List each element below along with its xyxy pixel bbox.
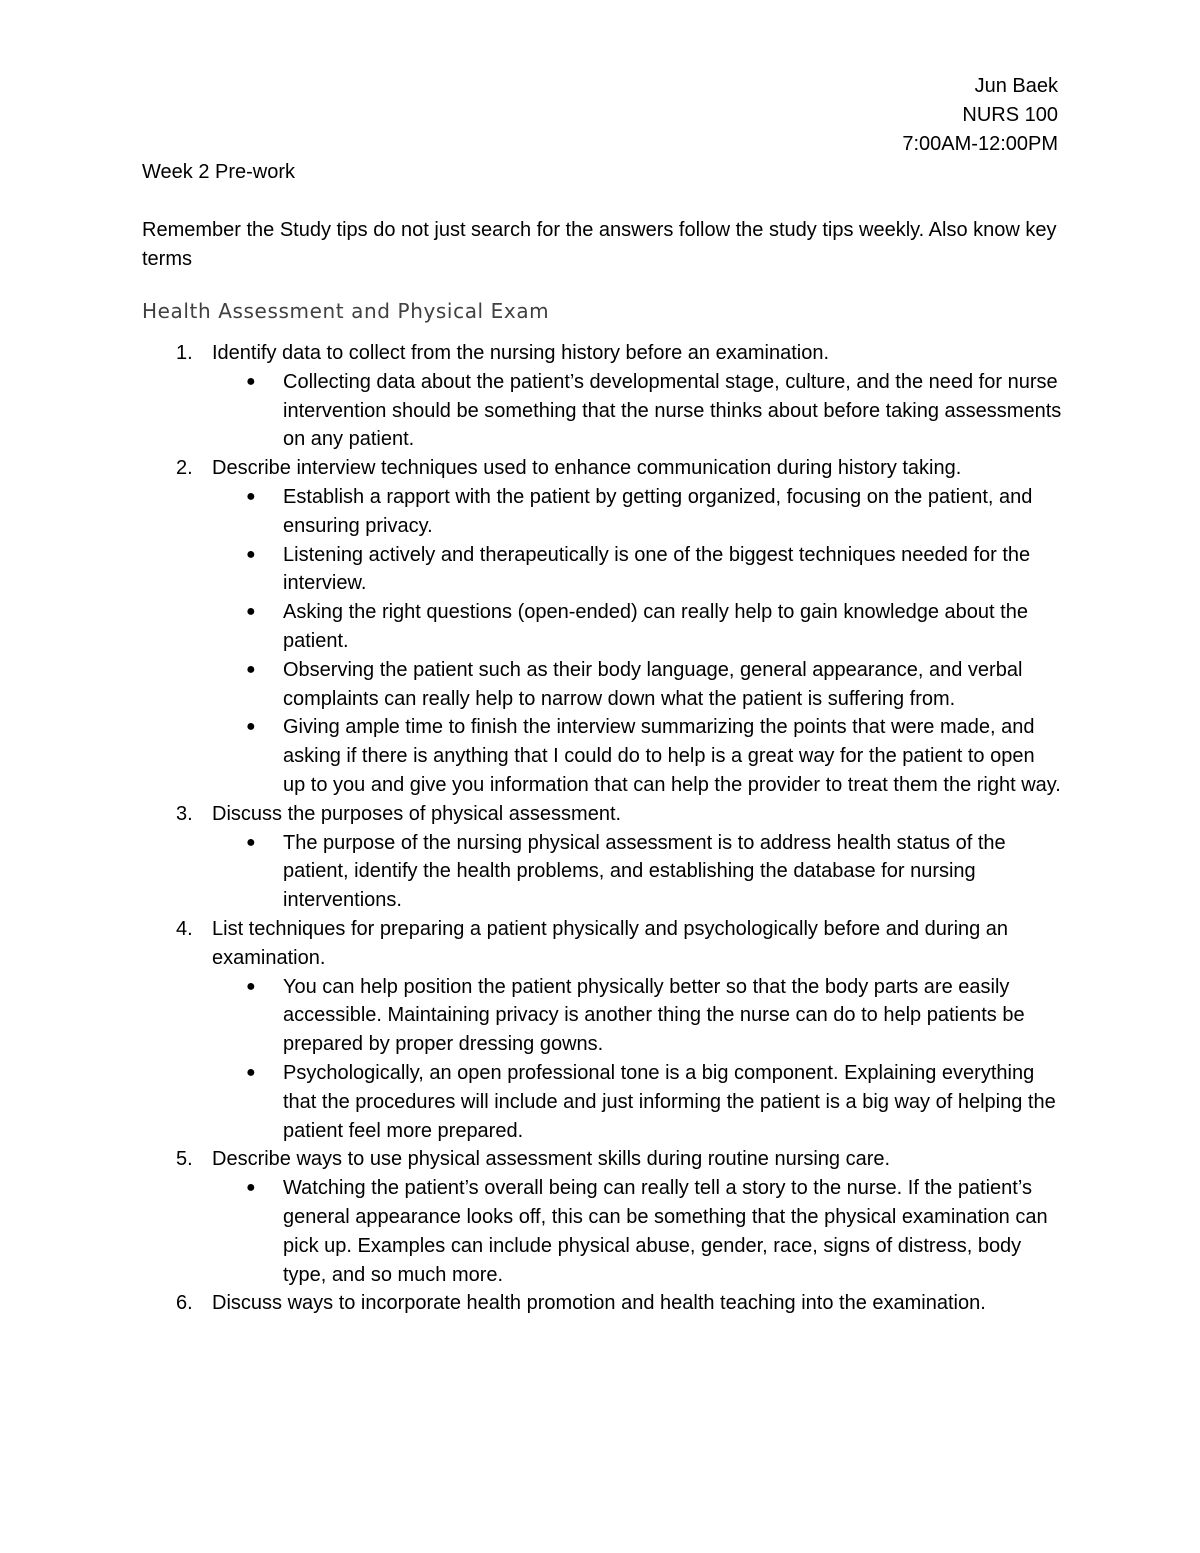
answer-bullet — [212, 1174, 1062, 1289]
author-name: Jun Baek — [974, 75, 1058, 97]
answer-text: The purpose of the nursing physical assessment is to address health status of the patient, identify the health problems, and establishing the database for nursing interventions. — [283, 831, 1006, 912]
week-title: Week 2 Pre-work — [142, 161, 296, 183]
question-item — [142, 1289, 1062, 1318]
answer-bullet — [212, 973, 1062, 1059]
question-list — [142, 339, 1062, 1318]
question-item — [142, 915, 1062, 1145]
bullet-icon: ● — [246, 1063, 256, 1081]
question-text: Describe interview techniques used to enhance communication during history taking. — [212, 457, 962, 480]
answer-bullet — [212, 829, 1062, 915]
answer-bullet — [212, 483, 1062, 541]
answer-text: Listening actively and therapeutically is one of the biggest techniques needed for the interview. — [283, 543, 1031, 595]
question-item — [142, 800, 1062, 915]
answer-bullet — [212, 1059, 1062, 1145]
question-number: 2. — [176, 457, 193, 480]
answer-text: Establish a rapport with the patient by getting organized, focusing on the patient, and ensuring privacy. — [283, 485, 1033, 537]
answer-list — [212, 368, 1062, 454]
answer-bullet — [212, 598, 1062, 656]
question-text: List techniques for preparing a patient physically and psychologically before and during an examination. — [212, 917, 1009, 969]
question-number: 3. — [176, 802, 193, 825]
bullet-icon: ● — [246, 603, 256, 621]
answer-list — [212, 829, 1062, 915]
question-number: 5. — [176, 1148, 193, 1171]
bullet-icon: ● — [246, 372, 256, 390]
bullet-icon: ● — [246, 833, 256, 851]
question-number: 6. — [176, 1292, 193, 1315]
author-header — [902, 72, 1058, 159]
bullet-icon: ● — [246, 660, 256, 678]
answer-bullet — [212, 656, 1062, 714]
answer-bullet — [212, 713, 1062, 799]
question-text: Discuss the purposes of physical assessment. — [212, 802, 622, 825]
course-code: NURS 100 — [962, 104, 1058, 126]
answer-text: Asking the right questions (open-ended) can really help to gain knowledge about the patient. — [283, 601, 1028, 652]
question-number: 4. — [176, 917, 193, 940]
question-text: Identify data to collect from the nursing history before an examination. — [212, 342, 830, 364]
answer-text: You can help position the patient physically better so that the body parts are easily accessible. Maintaining privacy is another thing the nurse can do to help patients be prepared by proper dressing gowns. — [283, 975, 1025, 1056]
question-number: 1. — [176, 342, 193, 364]
bullet-icon: ● — [246, 545, 256, 563]
answer-text: Observing the patient such as their body language, general appearance, and verbal complaints can really help to narrow down what the patient is suffering from. — [283, 658, 1023, 710]
class-time: 7:00AM-12:00PM — [902, 133, 1058, 155]
bullet-icon: ● — [246, 487, 256, 505]
answer-bullet — [212, 541, 1062, 599]
study-reminder: Remember the Study tips do not just search for the answers follow the study tips weekly. Also know key terms — [142, 219, 1057, 270]
answer-text: Psychologically, an open professional tone is a big component. Explaining everything that the procedures will include and just informing the patient is a big way of helping the patient feel more prepared. — [283, 1061, 1056, 1142]
question-item — [142, 339, 1062, 454]
answer-list — [212, 1174, 1062, 1289]
answer-text: Collecting data about the patient’s developmental stage, culture, and the need for nurse intervention should be something that the nurse thinks about before taking assessments on any patient. — [283, 370, 1062, 451]
question-text: Describe ways to use physical assessment skills during routine nursing care. — [212, 1148, 891, 1171]
answer-text: Watching the patient’s overall being can really tell a story to the nurse. If the patient’s general appearance looks off, this can be something that the physical examination can pick up. Examples can include physical abuse, gender, race, signs of distress, body type, and so much more. — [283, 1177, 1048, 1286]
bullet-icon: ● — [246, 1179, 256, 1197]
question-item — [142, 454, 1062, 800]
bullet-icon: ● — [246, 718, 256, 736]
bullet-icon: ● — [246, 977, 256, 995]
answer-list — [212, 973, 1062, 1146]
answer-list — [212, 483, 1062, 800]
section-heading: Health Assessment and Physical Exam — [142, 299, 550, 323]
answer-text: Giving ample time to finish the interview summarizing the points that were made, and asking if there is anything that I could do to help is a great way for the patient to open up to you and give you information that can help the provider to treat them the right way. — [283, 716, 1061, 796]
answer-bullet — [212, 368, 1062, 454]
question-item — [142, 1145, 1062, 1289]
question-text: Discuss ways to incorporate health promotion and health teaching into the examination. — [212, 1292, 986, 1315]
